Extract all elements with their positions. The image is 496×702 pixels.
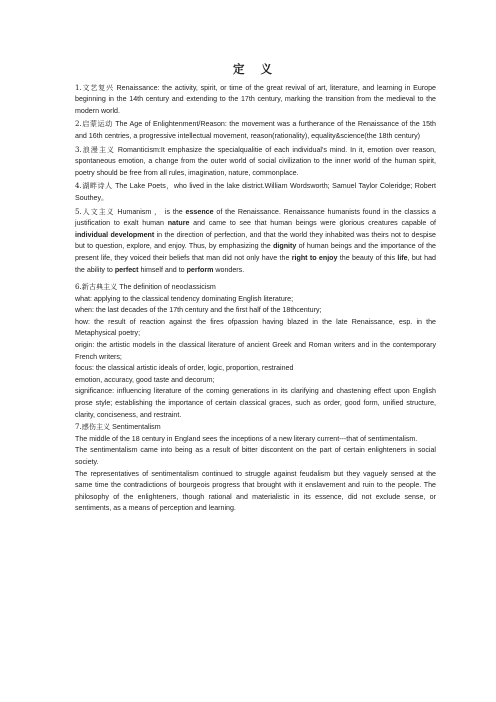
sentimentalism-paragraph-3: The representatives of sentimentalism continued to struggle against feudalism but they vaguely sensed at the same time the contradictions of bourgeois progress that brought with it enslavement and ruin to the people. The philosophy of the enlighteners, though rational and materialistic in its essence, did not exclude sense, or sentiments, as a means of perception and learning. <box>75 469 436 513</box>
definition-text: The definition of neoclassicism <box>117 283 216 292</box>
definition-text: Humanism ， is the <box>114 207 186 216</box>
bold-term: dignity <box>273 242 297 251</box>
definition-text: of the Renaissance. Renaissance humanists found in the classics a justification to exalt human <box>75 207 436 228</box>
definition-text: Sentimentalism <box>110 423 161 432</box>
bold-term: nature <box>167 219 190 228</box>
term-heading: 2.启蒙运动 <box>75 119 113 129</box>
neoclassicism-significance: significance: influencing literature of the coming generations in its clarifying and chastening effect upon English prose style; establishing the importance of certain classical graces, such as order, good form, unified structure, clarity, conciseness, and restraint. <box>75 387 436 419</box>
term-heading: 1.文艺复兴 <box>75 82 114 92</box>
neoclassicism-when: when: the last decades of the 17th century and the first half of the 18thcentury; <box>75 306 322 315</box>
sentimentalism-paragraph-1: The middle of the 18 century in England sees the inceptions of a new literary current---that of sentimentalism. <box>75 434 418 443</box>
term-heading: 4.湖畔诗人 <box>75 181 113 191</box>
bold-term: right to enjoy <box>291 253 338 262</box>
term-heading: 3.浪漫主义 <box>75 144 115 154</box>
definition-renaissance <box>75 82 436 118</box>
bold-term: individual development <box>75 230 155 239</box>
bold-term: essence <box>185 207 214 216</box>
term-heading: 5.人文主义 <box>75 206 115 216</box>
bold-term: perfect <box>114 265 139 274</box>
neoclassicism-origin: origin: the artistic models in the classical literature of ancient Greek and Roman writers and in the contemporary French writers; <box>75 341 436 361</box>
definition-text: the beauty of this <box>337 253 398 262</box>
definition-text: himself and to <box>138 265 187 274</box>
neoclassicism-focus: focus: the classical artistic ideals of order, logic, proportion, restrained <box>75 364 294 373</box>
bold-term: life <box>397 253 408 262</box>
neoclassicism-emotion: emotion, accuracy, good taste and decorum; <box>75 375 215 384</box>
definition-enlightenment <box>75 118 436 142</box>
definition-sentimentalism <box>75 421 436 434</box>
term-heading: 6.新古典主义 <box>75 282 118 292</box>
bold-term: perform <box>186 265 214 274</box>
definition-text: of human beings and the importance of the present life, they voiced their beliefs that man did not only have the <box>75 242 436 262</box>
definition-humanism <box>75 206 436 277</box>
definition-text: in the direction of perfection, and that the world they inhabited was theirs not to despise but to question, explore, and enjoy. Thus, by emphasizing the <box>75 230 436 251</box>
page-title: 定 义 <box>232 62 278 76</box>
definition-text: Romanticism:It emphasize the specialqualitie of each individual's mind. In it, emotion over reason, spontaneous emotion, a change from the outer world of social civilization to the inner world of the human spirit, poetry should be free from all rules, imagination, nature, commonplace. <box>75 145 436 177</box>
definition-neoclassicism <box>75 281 436 294</box>
definition-text: The Age of Enlightenment/Reason: the movement was a furtherance of the Renaissance of the 15th and 16th centries, a progressive intellectual movement, reason(rationality), equality&science(the 18th century) <box>75 120 436 140</box>
sentimentalism-paragraph-2: The sentimentalism came into being as a result of bitter discontent on the part of certain enlighteners in social society. <box>75 446 436 466</box>
definition-text: , but had the ability to <box>75 253 436 274</box>
definition-text: and came to see that human beings were glorious creatures capable of <box>189 219 436 228</box>
neoclassicism-what: what: applying to the classical tendency dominating English literature; <box>75 294 294 303</box>
term-heading: 7.感伤主义 <box>75 422 111 432</box>
definition-romanticism <box>75 144 436 180</box>
definition-text: wonders. <box>213 265 245 274</box>
definition-lake-poets <box>75 180 436 204</box>
definition-text: The Lake Poets，who lived in the lake district.William Wordsworth; Samuel Taylor Coleridge; Robert Southey。 <box>75 182 436 202</box>
definition-text: Renaissance: the activity, spirit, or time of the great revival of art, literature, and learning in Europe beginning in the 14th century and extending to the 17th century, marking the transition from the medieval to the modern world. <box>75 83 436 115</box>
neoclassicism-how: how: the result of reaction against the fires ofpassion having blazed in the late Renaissance, esp. in the Metaphysical poetry; <box>75 317 436 338</box>
